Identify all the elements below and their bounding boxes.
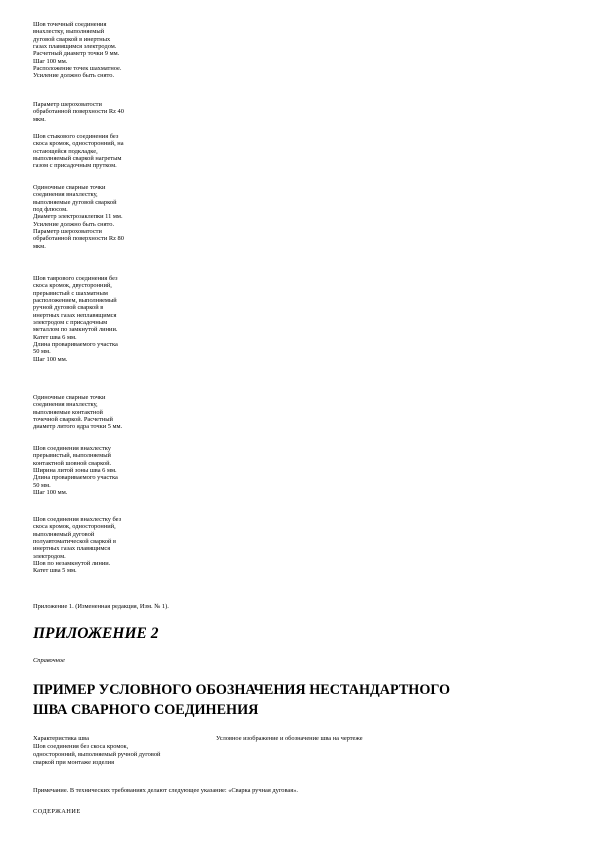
text-line: скоса кромок, двусторонний, [33,282,112,290]
weld-description-2 [33,101,168,123]
text-line: Шов стыкового соединения без [33,133,119,140]
weld-description-7 [33,445,168,496]
appendix-title: ПРИЛОЖЕНИЕ 2 [33,625,159,642]
contents-label: СОДЕРЖАНИЕ [33,808,81,815]
text-line: Усиление должно быть снято. [33,72,115,80]
text-line: контактной шовной сваркой. [33,459,112,467]
weld-description-5 [33,275,168,363]
text-line: точечной сваркой. Расчетный [33,416,113,424]
text-line: Шаг 100 мм. [33,489,68,497]
text-line: прерывистый с шахматным [33,289,108,297]
text-line: остающейся подкладке, [33,147,98,155]
text-line: ручной дуговой сваркой в [33,304,104,312]
weld-description-8 [33,516,168,575]
text-line: скоса кромок, односторонний, [33,523,116,531]
text-line: выполняемый дуговой [33,530,95,538]
text-line: выполняемый сваркой нагретым [33,155,122,163]
text-line: 50 мм. [33,348,51,356]
text-line: Шов точечный соединения [33,21,107,28]
text-line: инертных газах плавящимся [33,545,111,553]
text-line: сваркой при монтаже изделия [33,759,115,766]
text-line: Одиночные сварные точки [33,184,106,191]
text-line: Шов соединения без скоса кромок, [33,743,129,750]
text-line: Расчетный диаметр точки 9 мм. [33,50,120,58]
text-line: газах плавящимся электродом. [33,43,117,51]
text-line: выполняемые дуговой сваркой [33,198,117,206]
text-line: электродом. [33,552,66,560]
table-header-drawing: Условное изображение и обозначение шва на чертеже [216,735,363,742]
weld-description-1 [33,21,168,80]
text-line: Параметр шероховатости [33,101,102,108]
text-line: газом с присадочным прутком. [33,162,117,170]
example-title-line-2: ШВА СВАРНОГО СОЕДИНЕНИЯ [33,701,259,718]
text-line: Усиление должно быть снято. [33,220,115,228]
weld-description-6 [33,394,168,431]
text-line: Шов соединения внахлестку без [33,516,122,523]
text-line: обработанной поверхности Rz 80 [33,235,124,243]
appendix-note: Приложение 1. (Измененная редакция, Изм. № 1). [33,603,169,610]
text-line: соединения внахлестку, [33,191,98,199]
text-line: Шаг 100 мм. [33,57,68,65]
text-line: выполняемые контактной [33,408,103,416]
text-line: 50 мм. [33,481,51,489]
table-header-characteristic: Характеристика шва [33,735,89,742]
example-title-line-1: ПРИМЕР УСЛОВНОГО ОБОЗНАЧЕНИЯ НЕСТАНДАРТНОГО [33,682,451,698]
weld-description-3 [33,133,168,170]
weld-description-4 [33,184,168,250]
reference-label: Справочное [33,657,65,664]
table-cell-characteristic [33,743,223,767]
text-line: дуговой сваркой в инертных [33,35,111,43]
text-line: Длина провариваемого участка [33,474,118,482]
text-line: Одиночные сварные точки [33,394,106,401]
text-line: Катет шва 6 мм. [33,333,77,341]
text-line: Длина провариваемого участка [33,341,118,349]
text-line: Катет шва 5 мм. [33,567,77,575]
text-line: Шаг 100 мм. [33,355,68,363]
text-line: соединения внахлестку, [33,401,98,409]
text-line: обработанной поверхности Rz 40 [33,108,124,116]
text-line: металлом по замкнутой линии. [33,326,118,334]
text-line: полуавтоматической сваркой в [33,538,117,546]
text-line: Шов по незамкнутой линии. [33,560,111,568]
note-text: Примечание. В технических требованиях делают следующее указание: «Сварка ручная дуговая». [33,787,298,794]
text-line: прерывистый, выполняемый [33,452,111,460]
text-line: инертных газах неплавящимся [33,311,117,319]
text-line: диаметр литого ядра точки 5 мм. [33,423,123,431]
example-title [33,681,450,720]
text-line: Диаметр электрозаклепки 11 мм. [33,213,123,221]
text-line: Расположение точек шахматное. [33,65,122,73]
text-line: Шов соединения внахлестку [33,445,111,452]
text-line: электродом с присадочным [33,319,108,327]
text-line: под флюсом. [33,206,68,214]
text-line: мкм. [33,242,46,250]
text-line: Ширина литой зоны шва 6 мм. [33,467,117,475]
text-line: мкм. [33,115,46,123]
text-line: расположением, выполняемый [33,297,117,305]
text-line: Шов таврового соединения без [33,275,118,282]
text-line: скоса кромок, односторонний, на [33,140,124,148]
text-line: внахлестку, выполняемый [33,28,105,36]
text-line: односторонний, выполняемый ручной дуговой [33,751,161,758]
text-line: Параметр шероховатости [33,228,102,236]
